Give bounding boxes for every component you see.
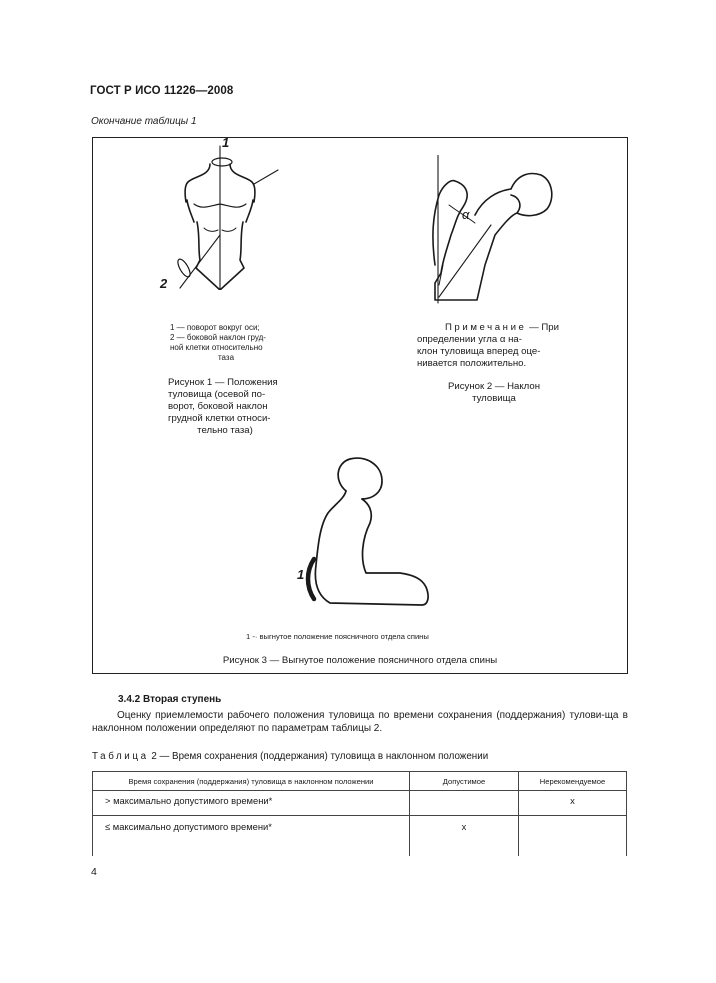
table-cell: > максимально допустимого времени* xyxy=(93,791,410,816)
table-cell xyxy=(410,791,519,816)
figure1-label-1: 1 xyxy=(222,135,230,150)
table-cell: x xyxy=(519,791,627,816)
figure2-alpha-label: α xyxy=(462,207,470,222)
table-cell xyxy=(519,816,627,857)
figure2-note: Примечание — При определении угла α на- клон туловища вперед оце- нивается положительно. xyxy=(417,322,559,369)
figure3-caption: Рисунок 3 — Выгнутое положение поясничного отдела спины xyxy=(222,655,498,666)
figure1-caption: Рисунок 1 — Положения туловища (осевой по- ворот, боковой наклон грудной клетки относи- тельно таза) xyxy=(168,377,278,436)
table2-caption: Таблица 2 — Время сохранения (поддержания) туловища в наклонном положении xyxy=(92,751,489,762)
figure1-label-2: 2 xyxy=(160,276,168,291)
figure3-seated-person-drawing xyxy=(290,455,440,615)
figure2-caption: Рисунок 2 — Наклон туловища xyxy=(447,381,541,404)
section-paragraph: Оценку приемлемости рабочего положения туловища по времени сохранения (поддержания) тулови-ща в наклонном положении определяют по параметрам таблицы 2. xyxy=(92,710,628,734)
figure1-torso-drawing xyxy=(150,140,290,290)
table-row xyxy=(93,791,627,816)
section-title: 3.4.2 Вторая ступень xyxy=(118,694,222,705)
figure1-legend: 1 — поворот вокруг оси; 2 — боковой наклон груд- ной клетки относительно таза xyxy=(170,323,266,362)
table-row xyxy=(93,816,627,857)
figure1-tilt-arrow xyxy=(176,257,193,278)
page-number: 4 xyxy=(91,866,97,878)
table-cell: ≤ максимально допустимого времени* xyxy=(93,816,410,857)
table-header-row xyxy=(93,772,627,791)
figure3-lumbar-marker xyxy=(308,559,314,599)
table-header-cell: Нерекомендуемое xyxy=(519,772,627,791)
document-header: ГОСТ Р ИСО 11226—2008 xyxy=(90,85,234,97)
table-header-cell: Допустимое xyxy=(410,772,519,791)
figure2-bent-torso-drawing xyxy=(425,155,565,305)
figure2-torso-axis xyxy=(439,225,491,297)
table-header-cell: Время сохранения (поддержания) туловища в наклонном положении xyxy=(93,772,410,791)
table-continuation-note: Окончание таблицы 1 xyxy=(91,116,197,127)
figure1-tilt-axis xyxy=(180,235,220,288)
figure3-label-1: 1 xyxy=(297,567,305,582)
table2 xyxy=(92,771,627,856)
figure3-legend: 1 -· выгнутое положение поясничного отдела спины xyxy=(246,632,429,641)
figure1-rotation-arrow xyxy=(212,158,232,166)
table-cell: x xyxy=(410,816,519,857)
